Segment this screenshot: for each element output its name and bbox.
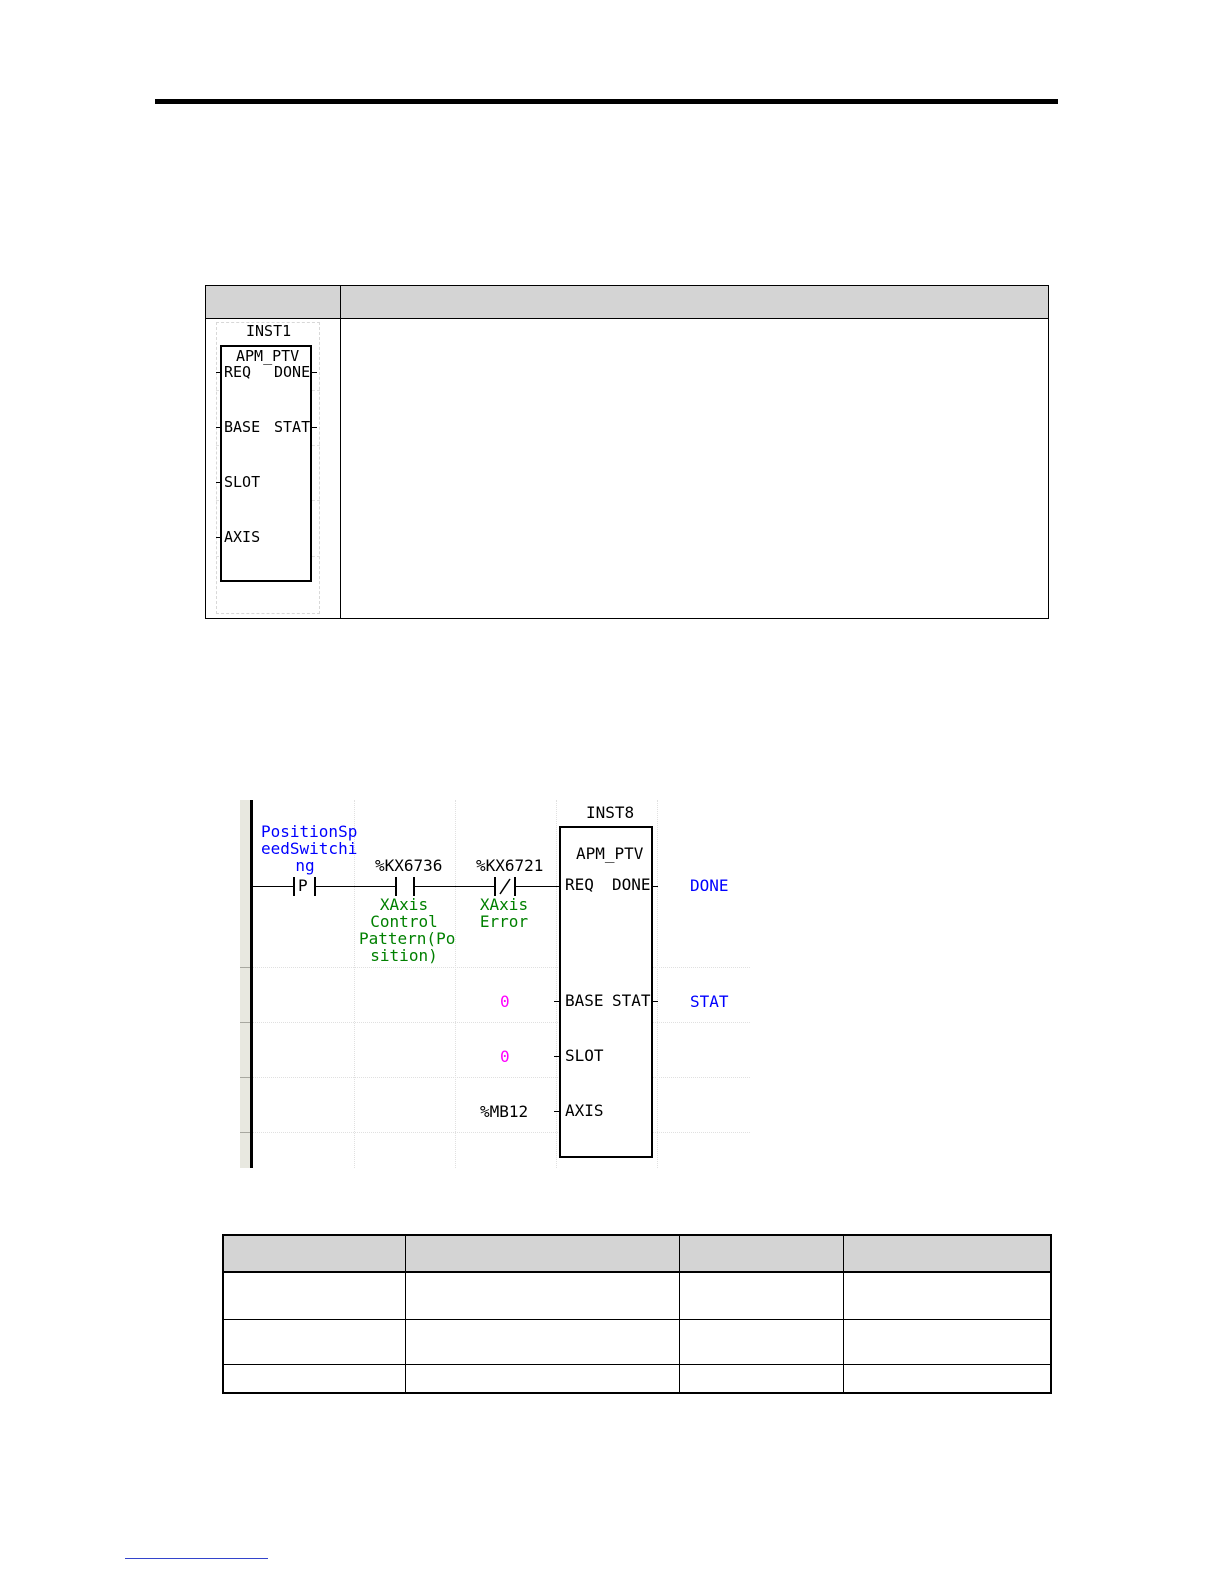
rail-tick bbox=[240, 1022, 250, 1023]
grid-line bbox=[556, 800, 557, 1168]
grid-line bbox=[253, 1077, 750, 1078]
block-type-name: APM_PTV bbox=[576, 844, 644, 863]
input-constant-base: 0 bbox=[500, 992, 510, 1011]
input-pin bbox=[216, 372, 221, 373]
input-pin bbox=[216, 537, 221, 538]
contact-bar bbox=[514, 877, 516, 896]
contact-address: %KX6736 bbox=[375, 856, 443, 875]
input-pin bbox=[554, 1056, 559, 1057]
pin-base: BASE bbox=[565, 991, 604, 1010]
input-pin bbox=[554, 1001, 559, 1002]
grid-line bbox=[253, 967, 750, 968]
output-pin bbox=[312, 372, 317, 373]
table-column-divider bbox=[405, 1236, 406, 1392]
grid-line bbox=[455, 800, 456, 1168]
parameter-table bbox=[222, 1234, 1052, 1394]
normally-closed-slash-icon bbox=[496, 877, 514, 896]
output-pin bbox=[312, 427, 317, 428]
input-axis: AXIS bbox=[224, 528, 261, 546]
block-type-name: APM_PTV bbox=[236, 347, 300, 365]
contact-bar bbox=[413, 877, 415, 896]
output-done: DONE bbox=[274, 363, 311, 381]
rung-wire bbox=[516, 886, 559, 887]
pin-slot: SLOT bbox=[565, 1046, 604, 1065]
input-req: REQ bbox=[224, 363, 252, 381]
contact-variable-label: PositionSp eedSwitchi ng bbox=[261, 822, 358, 875]
pin-stat: STAT bbox=[612, 991, 651, 1010]
table-column-divider bbox=[679, 1236, 680, 1392]
rung-wire bbox=[253, 886, 293, 887]
power-rail-margin bbox=[240, 800, 250, 1168]
contact-comment: XAxis Control Pattern(Po sition) bbox=[359, 895, 456, 965]
parameter-table-header bbox=[224, 1236, 1050, 1273]
output-pin bbox=[653, 886, 658, 887]
grid-line bbox=[657, 800, 658, 1168]
output-stat: STAT bbox=[274, 418, 311, 436]
rail-tick bbox=[240, 1077, 250, 1078]
grid-line bbox=[253, 1022, 750, 1023]
block-instance-name: INST1 bbox=[246, 322, 292, 340]
pin-done: DONE bbox=[612, 875, 651, 894]
rail-tick bbox=[240, 1132, 250, 1133]
table-row-divider bbox=[224, 1364, 1050, 1365]
input-variable-axis: %MB12 bbox=[480, 1102, 529, 1121]
grid-line bbox=[253, 1132, 750, 1133]
input-base: BASE bbox=[224, 418, 261, 436]
table-column-divider bbox=[340, 286, 341, 618]
output-pin bbox=[653, 1001, 658, 1002]
table-column-divider bbox=[843, 1236, 844, 1392]
header-rule bbox=[155, 99, 1058, 104]
left-power-rail bbox=[250, 800, 253, 1168]
rung-wire bbox=[316, 886, 395, 887]
rung-wire bbox=[415, 886, 494, 887]
input-pin bbox=[216, 482, 221, 483]
contact-bar bbox=[395, 877, 397, 896]
pin-req: REQ bbox=[565, 875, 594, 894]
input-constant-slot: 0 bbox=[500, 1047, 510, 1066]
rail-tick bbox=[240, 967, 250, 968]
input-pin bbox=[554, 1111, 559, 1112]
input-slot: SLOT bbox=[224, 473, 261, 491]
table-row-divider bbox=[224, 1319, 1050, 1320]
function-block-table-header bbox=[206, 286, 1048, 319]
contact-address: %KX6721 bbox=[476, 856, 544, 875]
transition-p-icon: P bbox=[298, 876, 308, 895]
input-pin bbox=[216, 427, 221, 428]
block-instance-name: INST8 bbox=[586, 803, 635, 822]
footer-link-underline[interactable] bbox=[125, 1558, 268, 1559]
contact-comment: XAxis Error bbox=[479, 895, 529, 931]
function-block-table bbox=[205, 285, 1049, 619]
output-variable-done: DONE bbox=[690, 876, 729, 895]
contact-bar bbox=[314, 877, 316, 896]
output-variable-stat: STAT bbox=[690, 992, 729, 1011]
pin-axis: AXIS bbox=[565, 1101, 604, 1120]
contact-bar bbox=[293, 877, 295, 896]
